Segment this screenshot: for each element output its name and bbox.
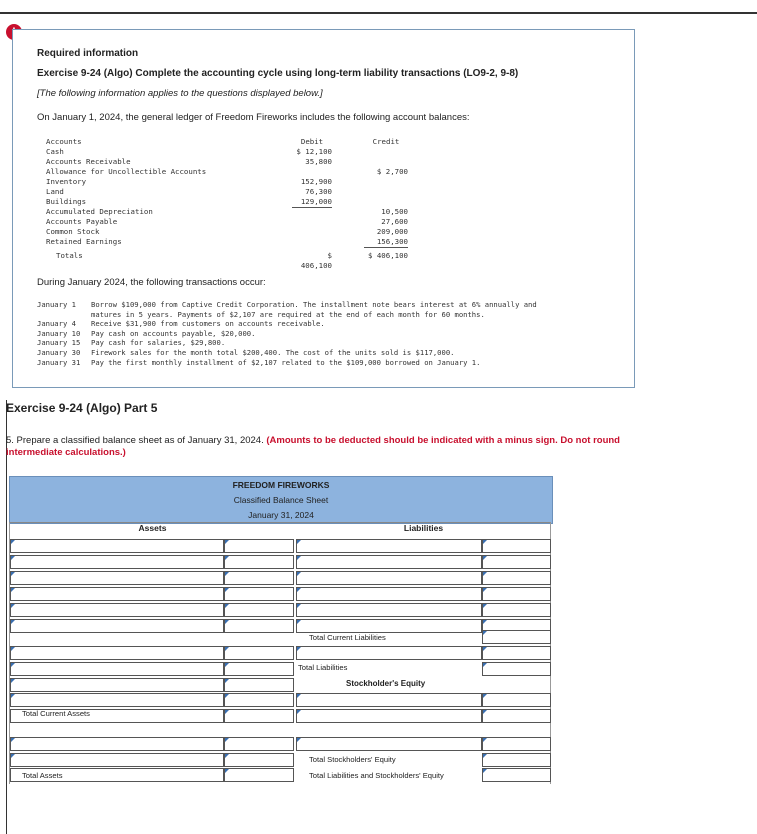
ledger-totals-row [46, 251, 410, 270]
liability-amount-input[interactable] [482, 768, 551, 782]
liability-amount-input[interactable] [482, 662, 551, 676]
liability-account-input[interactable] [296, 619, 482, 633]
liabilities-header: Liabilities [403, 523, 444, 533]
ledger-account: Cash [46, 147, 64, 156]
total-stockholders-equity-label: Total Stockholders' Equity [309, 755, 396, 764]
asset-account-input[interactable] [10, 678, 224, 692]
stockholders-equity-header: Stockholder's Equity [346, 679, 426, 688]
part-left-border [6, 400, 7, 834]
balance-sheet-header [9, 476, 553, 524]
ledger-credit: 156,300 [364, 237, 408, 248]
required-information-panel [12, 29, 635, 388]
liability-amount-input[interactable] [482, 709, 551, 723]
ledger-debit: 129,000 [292, 197, 332, 208]
transaction-item [37, 358, 627, 368]
ledger-table [46, 137, 410, 270]
transaction-date: January 31 [37, 357, 81, 367]
ledger-col-debit: Debit [300, 137, 324, 146]
transaction-text: Pay the first monthly installment of $2,107 related to the $109,000 borrowed on January 1. [91, 357, 481, 367]
transaction-date: January 1 [37, 300, 76, 309]
transaction-date: January 15 [37, 338, 81, 348]
bs-company: FREEDOM FIREWORKS [232, 480, 330, 490]
transaction-text: Firework sales for the month total $200,400. The cost of the units sold is $117,000. [91, 347, 455, 357]
info-note: [The following information applies to the questions displayed below.] [37, 88, 323, 99]
asset-amount-input[interactable] [224, 555, 294, 569]
transaction-text: Pay cash on accounts payable, $20,000. [91, 328, 256, 338]
liability-amount-input[interactable] [482, 587, 551, 601]
ledger-account: Accumulated Depreciation [46, 207, 153, 216]
asset-account-input[interactable] [10, 619, 224, 633]
liability-amount-input[interactable] [482, 539, 551, 553]
transactions-heading: During January 2024, the following transactions occur: [37, 277, 266, 288]
transaction-item [37, 319, 627, 329]
ledger-debit: 152,900 [300, 177, 332, 186]
asset-account-input[interactable] [10, 571, 224, 585]
asset-amount-input[interactable] [224, 768, 294, 782]
ledger-account: Retained Earnings [46, 237, 122, 246]
asset-account-input[interactable] [10, 587, 224, 601]
asset-amount-input[interactable] [224, 709, 294, 723]
ledger-row [46, 207, 410, 217]
total-liabilities-and-equity-label: Total Liabilities and Stockholders' Equity [309, 771, 444, 780]
ledger-account: Land [46, 187, 64, 196]
liability-account-input[interactable] [296, 571, 482, 585]
transaction-date: January 30 [37, 347, 81, 357]
question-text [6, 435, 626, 459]
asset-amount-input[interactable] [224, 571, 294, 585]
part-title: Exercise 9-24 (Algo) Part 5 [6, 401, 158, 415]
ledger-totals-label: Totals [56, 251, 83, 260]
asset-amount-input[interactable] [224, 737, 294, 751]
liability-account-input[interactable] [296, 693, 482, 707]
ledger-account: Buildings [46, 197, 87, 206]
transactions-list [37, 300, 627, 367]
ledger-debit: 76,300 [305, 187, 332, 196]
ledger-total-credit: $ 406,100 [367, 251, 408, 260]
transaction-item [37, 348, 627, 358]
ledger-credit: 10,500 [381, 207, 408, 216]
asset-account-input[interactable] [10, 646, 224, 660]
liability-amount-input[interactable] [482, 555, 551, 569]
liability-account-input[interactable] [296, 587, 482, 601]
liability-amount-input[interactable] [482, 693, 551, 707]
ledger-debit: 35,800 [305, 157, 332, 166]
total-current-assets-label: Total Current Assets [22, 709, 90, 718]
ledger-row [46, 157, 410, 167]
total-liabilities-label: Total Liabilities [298, 663, 348, 672]
liability-amount-input[interactable] [482, 753, 551, 767]
ledger-col-accounts: Accounts [46, 137, 82, 146]
transaction-item [37, 329, 627, 339]
top-divider [0, 12, 757, 14]
transaction-item [37, 300, 627, 310]
ledger-debit: $ 12,100 [296, 147, 332, 156]
ledger-row [46, 227, 410, 237]
ledger-row [46, 167, 410, 177]
asset-account-input[interactable] [10, 737, 224, 751]
liability-amount-input[interactable] [482, 737, 551, 751]
asset-amount-input[interactable] [224, 587, 294, 601]
ledger-account: Accounts Receivable [46, 157, 131, 166]
liability-account-input[interactable] [296, 539, 482, 553]
required-info-label: Required information [37, 48, 139, 59]
ledger-account: Allowance for Uncollectible Accounts [46, 167, 207, 176]
asset-amount-input[interactable] [224, 646, 294, 660]
asset-account-input[interactable] [10, 555, 224, 569]
transaction-item [37, 310, 627, 320]
liability-amount-input[interactable] [482, 571, 551, 585]
ledger-col-credit: Credit [372, 137, 400, 146]
liability-account-input[interactable] [296, 603, 482, 617]
liability-account-input[interactable] [296, 555, 482, 569]
asset-amount-input[interactable] [224, 662, 294, 676]
transaction-text: Pay cash for salaries, $29,800. [91, 338, 226, 348]
ledger-account: Accounts Payable [46, 217, 118, 226]
assets-header: Assets [138, 523, 167, 533]
asset-account-input[interactable] [10, 539, 224, 553]
ledger-total-debit: $ 406,100 [300, 251, 332, 270]
ledger-row [46, 187, 410, 197]
ledger-row [46, 217, 410, 227]
bs-date: January 31, 2024 [248, 510, 314, 520]
ledger-row [46, 237, 410, 247]
ledger-account: Common Stock [46, 227, 100, 236]
asset-amount-input[interactable] [224, 753, 294, 767]
ledger-credit: $ 2,700 [376, 167, 408, 176]
asset-amount-input[interactable] [224, 619, 294, 633]
question-prefix: 5. Prepare a classified balance sheet as of January 31, 2024. [6, 435, 264, 446]
exercise-title: Exercise 9-24 (Algo) Complete the accounting cycle using long-term liability transactions (LO9-2, 9-8) [37, 68, 519, 79]
asset-account-input[interactable] [10, 603, 224, 617]
ledger-row [46, 197, 410, 207]
liability-amount-input[interactable] [482, 646, 551, 660]
transaction-item [37, 338, 627, 348]
transaction-text: Borrow $109,000 from Captive Credit Corporation. The installment note bears interest at 6% annually and [91, 300, 537, 309]
question-instructions: (Amounts to be deducted should be indicated with a minus sign. Do not round intermediate calculations.) [6, 435, 620, 458]
asset-account-input[interactable] [10, 693, 224, 707]
asset-amount-input[interactable] [224, 539, 294, 553]
asset-amount-input[interactable] [224, 693, 294, 707]
liability-amount-input[interactable] [482, 630, 551, 644]
ledger-credit: 209,000 [376, 227, 408, 236]
total-assets-label: Total Assets [22, 771, 63, 780]
liability-account-input[interactable] [296, 709, 482, 723]
liability-account-input[interactable] [296, 737, 482, 751]
bs-title: Classified Balance Sheet [233, 495, 329, 505]
transaction-date: January 10 [37, 328, 81, 338]
ledger-intro: On January 1, 2024, the general ledger of Freedom Fireworks includes the following account balances: [37, 112, 470, 123]
asset-account-input[interactable] [10, 753, 224, 767]
transaction-date: January 4 [37, 319, 76, 329]
liability-amount-input[interactable] [482, 603, 551, 617]
transaction-text: Receive $31,900 from customers on accounts receivable. [91, 319, 325, 329]
asset-amount-input[interactable] [224, 678, 294, 692]
ledger-header-row [46, 137, 410, 147]
asset-amount-input[interactable] [224, 603, 294, 617]
total-current-liabilities-label: Total Current Liabilities [309, 633, 386, 642]
ledger-row [46, 177, 410, 187]
ledger-account: Inventory [46, 177, 87, 186]
ledger-credit: 27,600 [381, 217, 408, 226]
asset-account-input[interactable] [10, 662, 224, 676]
ledger-row [46, 147, 410, 157]
transaction-text: matures in 5 years. Payments of $2,107 are required at the end of each month for 60 months. [91, 309, 485, 319]
liability-account-input[interactable] [296, 646, 482, 660]
